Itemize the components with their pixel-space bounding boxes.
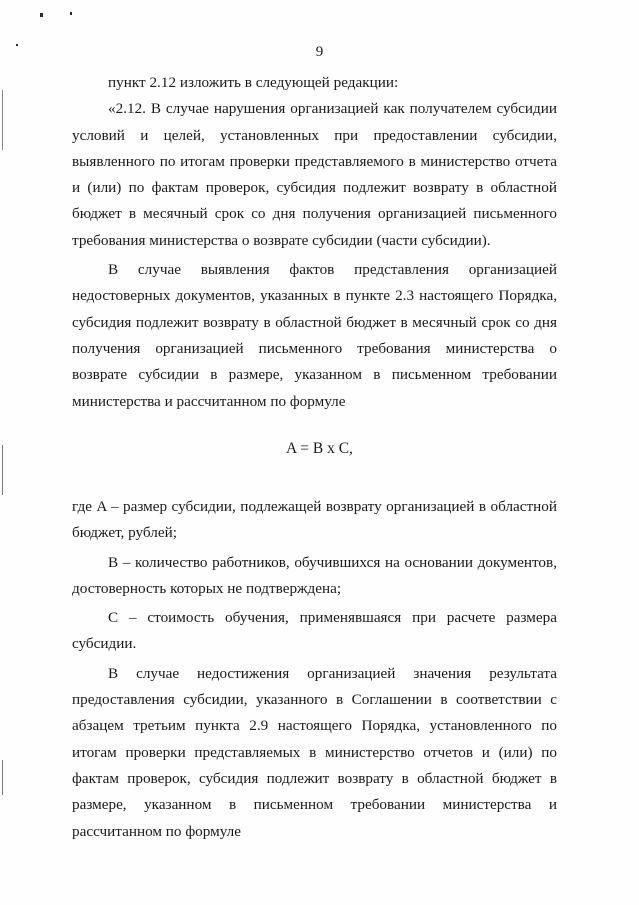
paragraph-result-not-achieved: В случае недостижения организацией значения результата предоставления субсидии, указанного в Соглашении в соответствии с абзацем третьим пункта 2.9 настоящего Порядка, установленного по итогам проверки представляемых в министерство отчетов и (или) по фактам проверок, субсидия подлежит возврату в областной бюджет в размере, указанном в письменном требовании министерства и рассчитанном по формуле [72,664,557,840]
intro-line: пункт 2.12 изложить в следующей редакции: [108,74,399,91]
formula-abc: A = B x C, [286,440,353,457]
definition-a: где A – размер субсидии, подлежащей возврату организацией в областной бюджет, рублей; [72,498,557,542]
body-text-top [72,70,557,415]
definition-c: C – стоимость обучения, применявшаяся при расчете размера субсидии. [72,609,557,653]
definition-b: B – количество работников, обучившихся на основании документов, достоверность которых не подтверждена; [72,553,557,597]
paragraph-false-documents: В случае выявления фактов представления организацией недостоверных документов, указанных в пункте 2.3 настоящего Порядка, субсидия подлежит возврату в областной бюджет в месячный срок со дня получения организацией письменного требования министерства о возврате субсидии в размере, указанном в письменном требовании министерства и рассчитанном по формуле [72,261,557,410]
body-text-bottom [72,494,557,845]
scan-mark-top-2 [70,12,72,15]
scan-edge-left-1 [2,90,3,150]
scan-mark-top [40,13,43,17]
page-number: 9 [315,44,324,60]
scan-edge-left-3 [2,760,3,795]
paragraph-2-12: «2.12. В случае нарушения организацией как получателем субсидии условий и целей, установленных при предоставлении субсидии, выявленного по итогам проверки представляемого в министерство отчета и (или) по фактам проверок, субсидия подлежит возврату в областной бюджет в месячный срок со дня получения организацией письменного требования министерства о возврате субсидии (части субсидии). [72,100,557,249]
